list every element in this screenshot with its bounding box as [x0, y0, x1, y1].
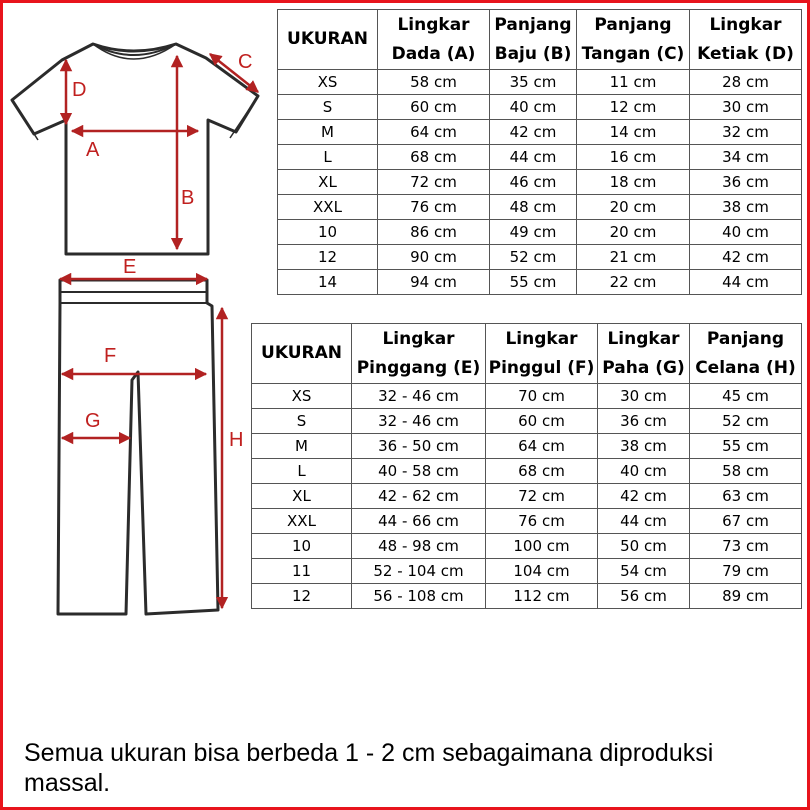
measurement-cell: 56 - 108 cm — [352, 584, 486, 609]
measurement-cell: 14 cm — [577, 120, 690, 145]
measurement-cell: 42 - 62 cm — [352, 484, 486, 509]
table-row — [278, 270, 802, 295]
size-cell: XXL — [278, 195, 378, 220]
measurement-cell: 55 cm — [690, 434, 802, 459]
header-panjang-tangan: Panjang Tangan (C) — [577, 10, 690, 70]
measurement-cell: 56 cm — [598, 584, 690, 609]
label-h: H — [229, 429, 244, 451]
size-cell: 11 — [252, 559, 352, 584]
header-lingkar-dada: Lingkar Dada (A) — [378, 10, 490, 70]
measurement-cell: 64 cm — [378, 120, 490, 145]
footnote: Semua ukuran bisa berbeda 1 - 2 cm sebagaimana diproduksi massal. — [24, 739, 714, 797]
table-row — [278, 70, 802, 95]
size-cell: 10 — [252, 534, 352, 559]
size-cell: M — [278, 120, 378, 145]
measurement-cell: 44 cm — [490, 145, 577, 170]
measurement-cell: 86 cm — [378, 220, 490, 245]
size-cell: L — [278, 145, 378, 170]
header-lingkar-ketiak: Lingkar Ketiak (D) — [690, 10, 802, 70]
measurement-cell: 11 cm — [577, 70, 690, 95]
size-cell: S — [278, 95, 378, 120]
measurement-cell: 35 cm — [490, 70, 577, 95]
measurement-cell: 100 cm — [486, 534, 598, 559]
measurement-cell: 16 cm — [577, 145, 690, 170]
size-cell: 12 — [252, 584, 352, 609]
measurement-cell: 20 cm — [577, 195, 690, 220]
table-row — [278, 120, 802, 145]
table-row — [278, 170, 802, 195]
measurement-cell: 68 cm — [378, 145, 490, 170]
size-cell: L — [252, 459, 352, 484]
measurement-cell: 72 cm — [378, 170, 490, 195]
size-cell: 14 — [278, 270, 378, 295]
measurement-cell: 32 - 46 cm — [352, 409, 486, 434]
header-lingkar-pinggang: Lingkar Pinggang (E) — [352, 324, 486, 384]
measurement-cell: 55 cm — [490, 270, 577, 295]
size-cell: XL — [252, 484, 352, 509]
table-row — [252, 509, 802, 534]
measurement-cell: 63 cm — [690, 484, 802, 509]
measurement-cell: 42 cm — [598, 484, 690, 509]
measurement-cell: 34 cm — [690, 145, 802, 170]
table-row — [278, 195, 802, 220]
shirt-table-header — [278, 10, 802, 70]
label-b: B — [181, 187, 195, 209]
pants-table-header — [252, 324, 802, 384]
size-cell: XXL — [252, 509, 352, 534]
measurement-cell: 67 cm — [690, 509, 802, 534]
size-cell: 12 — [278, 245, 378, 270]
measurement-cell: 60 cm — [378, 95, 490, 120]
measurement-cell: 21 cm — [577, 245, 690, 270]
measurement-cell: 40 cm — [598, 459, 690, 484]
label-g: G — [85, 410, 101, 432]
measurement-cell: 60 cm — [486, 409, 598, 434]
label-a: A — [86, 139, 100, 161]
measurement-cell: 48 - 98 cm — [352, 534, 486, 559]
measurement-cell: 42 cm — [690, 245, 802, 270]
shirt-size-table — [277, 9, 802, 295]
header-lingkar-pinggul: Lingkar Pinggul (F) — [486, 324, 598, 384]
measurement-cell: 44 cm — [598, 509, 690, 534]
measurement-cell: 40 cm — [490, 95, 577, 120]
measurement-cell: 38 cm — [690, 195, 802, 220]
measurement-cell: 44 cm — [690, 270, 802, 295]
pants-size-table — [251, 323, 802, 609]
measurement-cell: 79 cm — [690, 559, 802, 584]
measurement-cell: 49 cm — [490, 220, 577, 245]
measurement-cell: 50 cm — [598, 534, 690, 559]
label-f: F — [104, 345, 117, 367]
measurement-cell: 38 cm — [598, 434, 690, 459]
table-row — [252, 534, 802, 559]
measurement-cell: 45 cm — [690, 384, 802, 409]
table-row — [252, 559, 802, 584]
measurement-cell: 68 cm — [486, 459, 598, 484]
measurement-cell: 94 cm — [378, 270, 490, 295]
pants-sketch — [58, 280, 218, 614]
measurement-cell: 112 cm — [486, 584, 598, 609]
table-row — [252, 384, 802, 409]
label-d: D — [72, 79, 87, 101]
measurement-cell: 40 - 58 cm — [352, 459, 486, 484]
measurement-cell: 32 cm — [690, 120, 802, 145]
measurement-cell: 36 cm — [598, 409, 690, 434]
size-cell: S — [252, 409, 352, 434]
measurement-cell: 46 cm — [490, 170, 577, 195]
measurement-cell: 30 cm — [598, 384, 690, 409]
header-lingkar-paha: Lingkar Paha (G) — [598, 324, 690, 384]
table-row — [252, 484, 802, 509]
size-cell: XL — [278, 170, 378, 195]
measurement-cell: 72 cm — [486, 484, 598, 509]
table-row — [252, 434, 802, 459]
table-row — [278, 245, 802, 270]
header-panjang-baju: Panjang Baju (B) — [490, 10, 577, 70]
table-row — [278, 145, 802, 170]
measurement-cell: 52 cm — [690, 409, 802, 434]
header-ukuran: UKURAN — [252, 324, 352, 384]
measurement-cell: 28 cm — [690, 70, 802, 95]
table-row — [252, 409, 802, 434]
measurement-cell: 48 cm — [490, 195, 577, 220]
table-row — [252, 459, 802, 484]
table-row — [278, 220, 802, 245]
measurement-cell: 42 cm — [490, 120, 577, 145]
measurement-cell: 76 cm — [486, 509, 598, 534]
size-cell: XS — [278, 70, 378, 95]
measurement-cell: 44 - 66 cm — [352, 509, 486, 534]
measurement-cell: 89 cm — [690, 584, 802, 609]
header-ukuran: UKURAN — [278, 10, 378, 70]
measurement-cell: 36 - 50 cm — [352, 434, 486, 459]
size-cell: 10 — [278, 220, 378, 245]
measurement-cell: 40 cm — [690, 220, 802, 245]
measurement-cell: 20 cm — [577, 220, 690, 245]
measurement-cell: 30 cm — [690, 95, 802, 120]
table-row — [278, 95, 802, 120]
size-cell: XS — [252, 384, 352, 409]
measurement-cell: 76 cm — [378, 195, 490, 220]
measurement-cell: 36 cm — [690, 170, 802, 195]
table-row — [252, 584, 802, 609]
tshirt-sketch — [12, 44, 258, 254]
measurement-cell: 104 cm — [486, 559, 598, 584]
measurement-cell: 52 - 104 cm — [352, 559, 486, 584]
measurement-cell: 54 cm — [598, 559, 690, 584]
measurement-cell: 58 cm — [378, 70, 490, 95]
measurement-cell: 64 cm — [486, 434, 598, 459]
header-panjang-celana: Panjang Celana (H) — [690, 324, 802, 384]
measurement-cell: 58 cm — [690, 459, 802, 484]
measurement-cell: 73 cm — [690, 534, 802, 559]
measurement-cell: 70 cm — [486, 384, 598, 409]
measurement-cell: 22 cm — [577, 270, 690, 295]
measurement-cell: 90 cm — [378, 245, 490, 270]
label-c: C — [238, 51, 253, 73]
measurement-cell: 52 cm — [490, 245, 577, 270]
measurement-cell: 32 - 46 cm — [352, 384, 486, 409]
measurement-cell: 18 cm — [577, 170, 690, 195]
label-e: E — [123, 256, 137, 278]
size-cell: M — [252, 434, 352, 459]
measurement-cell: 12 cm — [577, 95, 690, 120]
